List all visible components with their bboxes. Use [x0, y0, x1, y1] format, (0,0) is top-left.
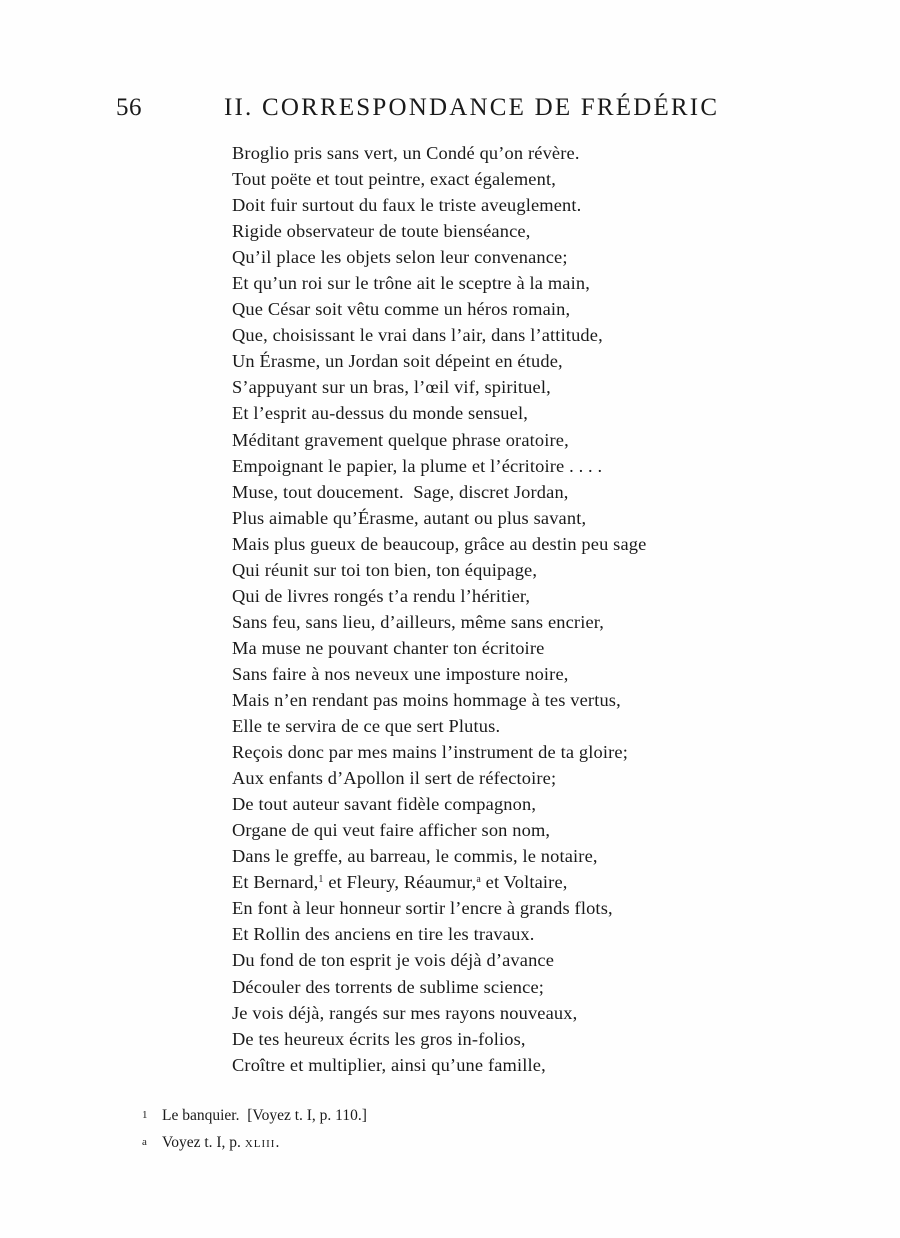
- verse-line: De tes heureux écrits les gros in-folios,: [232, 1028, 526, 1049]
- poem-body: [232, 140, 792, 1078]
- footnote: [142, 1129, 742, 1158]
- verse-line: Découler des torrents de sublime science;: [232, 976, 545, 997]
- verse-line: Ma muse ne pouvant chanter ton écritoire: [232, 637, 545, 658]
- verse-line: Et Rollin des anciens en tire les travaux.: [232, 924, 535, 945]
- verse-line: Et qu’un roi sur le trône ait le sceptre à la main,: [232, 273, 590, 294]
- verse-line: Un Érasme, un Jordan soit dépeint en étude,: [232, 351, 563, 372]
- verse-line: Qu’il place les objets selon leur convenance;: [232, 247, 568, 268]
- footnote-text: Le banquier. [Voyez t. I, p. 110.]: [162, 1107, 367, 1124]
- footnote-marker: a: [142, 1136, 147, 1148]
- verse-line: Qui réunit sur toi ton bien, ton équipage,: [232, 559, 538, 580]
- footnote: [142, 1102, 742, 1129]
- verse-line: Mais plus gueux de beaucoup, grâce au destin peu sage: [232, 533, 647, 554]
- verse-line: Plus aimable qu’Érasme, autant ou plus savant,: [232, 507, 587, 528]
- footnote-smallcaps: XLIII: [244, 1138, 276, 1150]
- footnotes: [142, 1102, 742, 1158]
- verse-line: Et l’esprit au-dessus du monde sensuel,: [232, 403, 528, 424]
- verse-segment: et Voltaire,: [480, 872, 568, 893]
- verse-line: Broglio pris sans vert, un Condé qu’on révère.: [232, 143, 580, 163]
- verse-line: Organe de qui veut faire afficher son nom,: [232, 820, 551, 841]
- verse-line: Mais n’en rendant pas moins hommage à tes vertus,: [232, 689, 621, 710]
- verse-line: Empoignant le papier, la plume et l’écritoire . . . .: [232, 455, 603, 476]
- verse-line: Je vois déjà, rangés sur mes rayons nouveaux,: [232, 1002, 578, 1023]
- verse-line-with-notes: [232, 869, 792, 895]
- running-title: II. CORRESPONDANCE DE FRÉDÉRIC: [224, 94, 720, 121]
- verse-segment: Et Bernard,: [232, 872, 319, 893]
- footnote-tail: .: [275, 1134, 280, 1151]
- verse-line: Que, choisissant le vrai dans l’air, dans l’attitude,: [232, 325, 603, 346]
- verse-line: De tout auteur savant fidèle compagnon,: [232, 794, 537, 815]
- verse-line: Méditant gravement quelque phrase oratoire,: [232, 429, 569, 450]
- footnote-text: Voyez t. I, p.: [162, 1134, 245, 1151]
- verse-line: S’appuyant sur un bras, l’œil vif, spirituel,: [232, 377, 551, 398]
- verse-line: Du fond de ton esprit je vois déjà d’avance: [232, 950, 555, 971]
- page-number: 56: [116, 94, 142, 121]
- footnote-reference-a: a: [476, 874, 481, 886]
- verse-line: Rigide observateur de toute bienséance,: [232, 221, 531, 242]
- verse-line: Elle te servira de ce que sert Plutus.: [232, 716, 501, 737]
- verse-line: Dans le greffe, au barreau, le commis, le notaire,: [232, 846, 598, 867]
- footnote-marker: 1: [142, 1109, 148, 1121]
- verse-segment: et Fleury, Réaumur,: [323, 872, 477, 893]
- verse-line: Sans feu, sans lieu, d’ailleurs, même sans encrier,: [232, 611, 605, 632]
- verse-line: Croître et multiplier, ainsi qu’une famille,: [232, 1054, 546, 1075]
- verse-line: Tout poëte et tout peintre, exact également,: [232, 169, 556, 190]
- verse-line: En font à leur honneur sortir l’encre à grands flots,: [232, 898, 613, 919]
- verse-line: Aux enfants d’Apollon il sert de réfectoire;: [232, 768, 557, 789]
- footnote-reference-1: 1: [318, 874, 324, 886]
- verse-line: Doit fuir surtout du faux le triste aveuglement.: [232, 195, 582, 216]
- verse-line: Sans faire à nos neveux une imposture noire,: [232, 663, 569, 684]
- verse-line: Muse, tout doucement. Sage, discret Jordan,: [232, 481, 569, 502]
- verse-line: Qui de livres rongés t’a rendu l’héritier,: [232, 585, 531, 606]
- verse-line: Reçois donc par mes mains l’instrument de ta gloire;: [232, 742, 628, 763]
- verse-line: Que César soit vêtu comme un héros romain,: [232, 299, 571, 320]
